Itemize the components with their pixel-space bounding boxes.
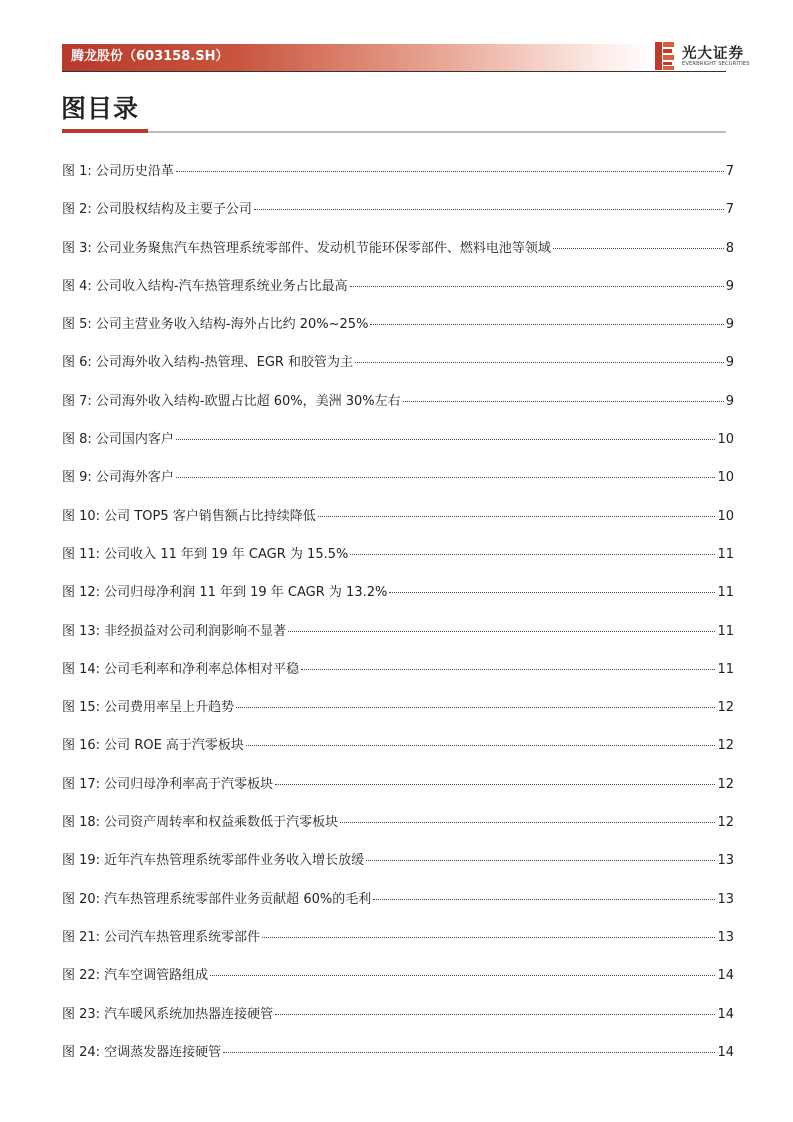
toc-entry-page[interactable]: 13: [717, 853, 734, 869]
toc-entry-label[interactable]: 图 22: 汽车空调管路组成: [62, 968, 209, 984]
toc-entry-label[interactable]: 图 24: 空调蒸发器连接硬管: [62, 1044, 222, 1060]
toc-dot-leader: [373, 898, 715, 900]
toc-entry-label[interactable]: 图 2: 公司股权结构及主要子公司: [62, 202, 252, 218]
company-logo: [654, 41, 754, 71]
toc-entry-label[interactable]: 图 14: 公司毛利率和净利率总体相对平稳: [62, 661, 300, 677]
toc-entry[interactable]: [62, 430, 734, 468]
toc-dot-leader: [355, 361, 724, 363]
toc-dot-leader: [275, 1013, 715, 1015]
toc-entry-page[interactable]: 14: [717, 1044, 734, 1060]
toc-entry[interactable]: [62, 851, 734, 889]
toc-entry-page[interactable]: 12: [717, 776, 734, 792]
toc-entry-page[interactable]: 11: [717, 585, 734, 601]
toc-entry-label[interactable]: 图 6: 公司海外收入结构-热管理、EGR 和胶管为主: [62, 355, 354, 371]
toc-entry[interactable]: [62, 736, 734, 774]
logo-name-cn: 光大证券: [682, 46, 744, 62]
toc-entry-page[interactable]: 7: [725, 202, 734, 218]
toc-entry-label[interactable]: 图 7: 公司海外收入结构-欧盟占比超 60%，美洲 30%左右: [62, 393, 401, 409]
toc-entry-page[interactable]: 14: [717, 968, 734, 984]
toc-entry-label[interactable]: 图 19: 近年汽车热管理系统零部件业务收入增长放缓: [62, 853, 365, 869]
toc-entry-label[interactable]: 图 4: 公司收入结构-汽车热管理系统业务占比最高: [62, 278, 348, 294]
toc-dot-leader: [403, 400, 724, 402]
toc-dot-leader: [350, 285, 724, 287]
toc-dot-leader: [176, 438, 716, 440]
toc-entry[interactable]: [62, 622, 734, 660]
toc-entry-label[interactable]: 图 12: 公司归母净利润 11 年到 19 年 CAGR 为 13.2%: [62, 585, 388, 601]
toc-entry[interactable]: [62, 660, 734, 698]
toc-entry[interactable]: [62, 239, 734, 277]
toc-dot-leader: [340, 821, 715, 823]
toc-dot-leader: [246, 744, 716, 746]
toc-entry-label[interactable]: 图 1: 公司历史沿革: [62, 164, 174, 179]
toc-entry-page[interactable]: 12: [717, 815, 734, 831]
toc-entry-page[interactable]: 9: [725, 278, 734, 294]
toc-dot-leader: [262, 936, 715, 938]
toc-entry[interactable]: [62, 928, 734, 966]
toc-entry-page[interactable]: 9: [725, 355, 734, 371]
toc-entry[interactable]: [62, 890, 734, 928]
toc-dot-leader: [370, 323, 723, 325]
report-title: 腾龙股份（603158.SH）: [71, 49, 229, 64]
toc-entry-label[interactable]: 图 9: 公司海外客户: [62, 470, 174, 486]
toc-entry[interactable]: [62, 353, 734, 391]
toc-entry[interactable]: [62, 200, 734, 238]
toc-entry[interactable]: [62, 813, 734, 851]
toc-dot-leader: [210, 974, 715, 976]
toc-dot-leader: [176, 476, 716, 478]
toc-entry[interactable]: [62, 1043, 734, 1081]
toc-entry[interactable]: [62, 545, 734, 583]
toc-entry-page[interactable]: 13: [717, 891, 734, 907]
toc-entry-label[interactable]: 图 16: 公司 ROE 高于汽零板块: [62, 738, 244, 754]
toc-entry-page[interactable]: 11: [717, 661, 734, 677]
toc-dot-leader: [366, 859, 715, 861]
toc-entry[interactable]: [62, 698, 734, 736]
toc-entry-label[interactable]: 图 15: 公司费用率呈上升趋势: [62, 700, 235, 716]
toc-entry-page[interactable]: 9: [725, 393, 734, 409]
toc-entry[interactable]: [62, 162, 734, 200]
title-underline: [62, 131, 726, 133]
toc-dot-leader: [288, 630, 715, 632]
toc-entry-page[interactable]: 7: [725, 164, 734, 179]
toc-entry-page[interactable]: 10: [717, 432, 734, 448]
toc-entry-page[interactable]: 11: [717, 546, 734, 562]
toc-entry[interactable]: [62, 277, 734, 315]
logo-name-en: EVERBRIGHT SECURITIES: [682, 61, 750, 67]
toc-entry-label[interactable]: 图 20: 汽车热管理系统零部件业务贡献超 60%的毛利: [62, 891, 372, 907]
toc-dot-leader: [254, 208, 724, 210]
toc-entry-label[interactable]: 图 17: 公司归母净利率高于汽零板块: [62, 776, 274, 792]
toc-dot-leader: [176, 170, 724, 172]
toc-entry-page[interactable]: 12: [717, 700, 734, 716]
toc-entry-page[interactable]: 13: [717, 929, 734, 945]
toc-entry-page[interactable]: 10: [717, 508, 734, 524]
toc-entry-page[interactable]: 9: [725, 317, 734, 333]
toc-entry-page[interactable]: 11: [717, 623, 734, 639]
toc-entry[interactable]: [62, 315, 734, 353]
toc-entry[interactable]: [62, 507, 734, 545]
toc-entry-label[interactable]: 图 3: 公司业务聚焦汽车热管理系统零部件、发动机节能环保零部件、燃料电池等领域: [62, 240, 551, 256]
toc-dot-leader: [389, 591, 715, 593]
toc-entry-label[interactable]: 图 23: 汽车暖风系统加热器连接硬管: [62, 1006, 274, 1022]
everbright-logo-icon: [654, 41, 676, 71]
toc-dot-leader: [318, 515, 716, 517]
toc-dot-leader: [553, 247, 724, 249]
toc-entry[interactable]: [62, 775, 734, 813]
toc-entry-label[interactable]: 图 10: 公司 TOP5 客户销售额占比持续降低: [62, 508, 316, 524]
toc-entry-page[interactable]: 10: [717, 470, 734, 486]
toc-entry-page[interactable]: 14: [717, 1006, 734, 1022]
toc-entry-label[interactable]: 图 18: 公司资产周转率和权益乘数低于汽零板块: [62, 815, 339, 831]
toc-entry-label[interactable]: 图 21: 公司汽车热管理系统零部件: [62, 929, 261, 945]
toc-entry-label[interactable]: 图 5: 公司主营业务收入结构-海外占比约 20%~25%: [62, 317, 369, 333]
toc-entry-label[interactable]: 图 8: 公司国内客户: [62, 432, 174, 448]
toc-entry[interactable]: [62, 966, 734, 1004]
toc-entry-page[interactable]: 8: [725, 240, 734, 256]
toc-entry[interactable]: [62, 583, 734, 621]
toc-dot-leader: [223, 1051, 715, 1053]
toc-entry-label[interactable]: 图 11: 公司收入 11 年到 19 年 CAGR 为 15.5%: [62, 546, 349, 562]
toc-dot-leader: [350, 553, 715, 555]
toc-dot-leader: [301, 668, 715, 670]
toc-entry[interactable]: [62, 1005, 734, 1043]
toc-entry-label[interactable]: 图 13: 非经损益对公司利润影响不显著: [62, 623, 287, 639]
title-accent-bar: [62, 129, 148, 133]
toc-dot-leader: [275, 783, 715, 785]
toc-dot-leader: [236, 706, 715, 708]
page-title: 图目录: [61, 94, 140, 123]
toc-entry[interactable]: [62, 468, 734, 506]
toc-entry-page[interactable]: 12: [717, 738, 734, 754]
header-divider: [62, 71, 726, 72]
table-of-figures: [62, 162, 734, 1081]
toc-entry[interactable]: [62, 392, 734, 430]
